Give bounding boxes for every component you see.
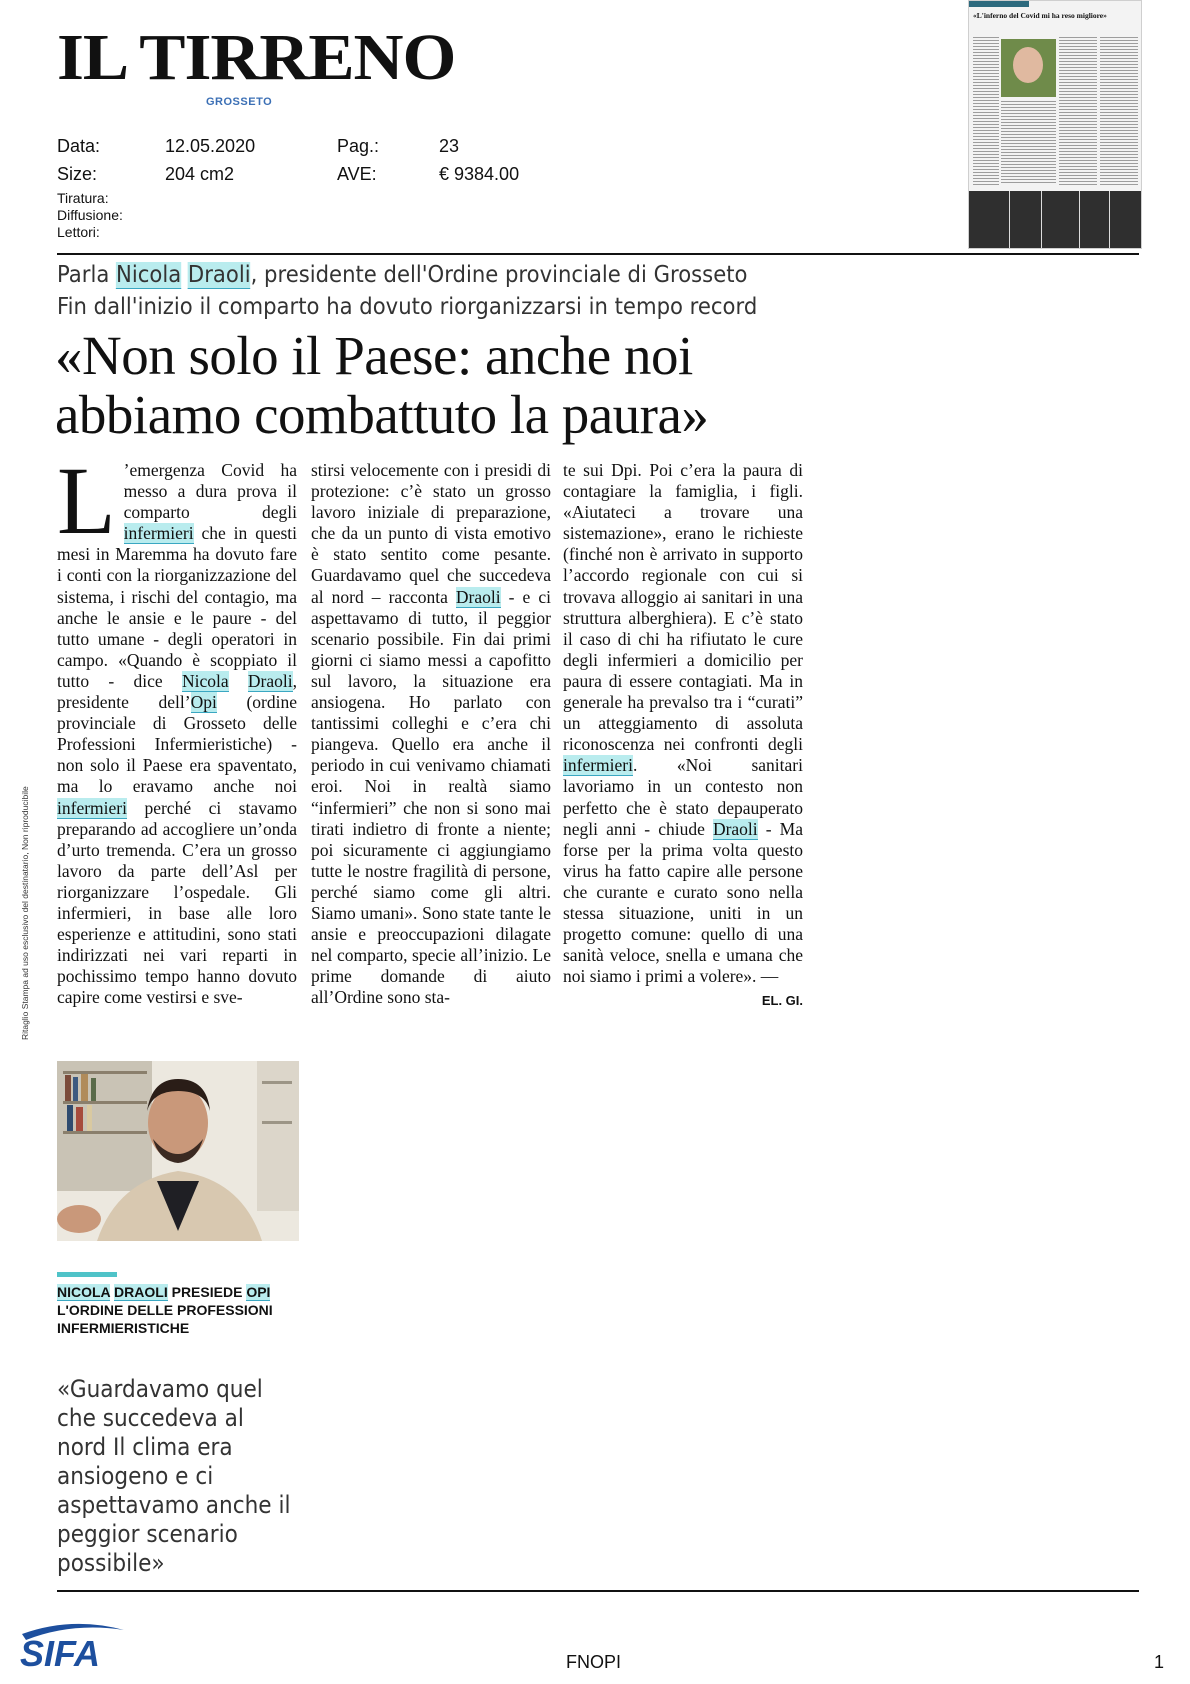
meta-data-value: 12.05.2020 (165, 136, 256, 156)
article-column-1: L ’emergenza Covid ha messo a dura prova il comparto degli infermieri che in questi mesi in Maremma ha dovuto fare i conti con la riorganizzazione del sistema, i rischi del contagio, ma anche le ansie e le paure - del tutto umane - degli operatori in campo. «Quando è scoppiato il tutto - dice Nicola Draoli, presidente dell’Opi (ordine provinciale di Grosseto delle Professioni Infermieristiche) - non solo il Paese era spaventato, ma lo eravamo anche noi infermieri perché ci stavamo preparando ad accogliere un’onda d’urto tremenda. C’era un grosso lavoro da parte dell’Asl per riorganizzare l’ospedale. Gli infermieri, in base alle loro esperienze e attitudini, sono stati indirizzati nei vari reparti in pochissimo tempo hanno dovuto capire come vestirsi e sve- (57, 447, 297, 1008)
newspaper-masthead: IL TIRRENO (57, 21, 456, 94)
article-kicker-1: Parla Nicola Draoli, presidente dell'Ordine provinciale di Grosseto (57, 262, 748, 288)
highlight-keyword: Opi (190, 692, 217, 713)
highlight-name: Nicola (116, 262, 182, 288)
meta-pag-label: Pag.: (337, 136, 380, 156)
sifa-logo (12, 1618, 132, 1676)
footer-client: FNOPI (566, 1652, 622, 1672)
page-thumbnail (968, 0, 1142, 249)
drop-cap: L (57, 447, 116, 554)
thumbnail-title: «L'inferno del Covid mi ha reso migliore» (973, 11, 1107, 20)
highlight-surname: Draoli (712, 818, 758, 839)
highlight-name: NICOLA (57, 1284, 111, 1300)
top-divider (57, 253, 1139, 255)
thumbnail-photo (1001, 39, 1056, 97)
article-kicker-2: Fin dall'inizio il comparto ha dovuto riorganizzarsi in tempo record (57, 294, 758, 320)
highlight-surname: Draoli (455, 586, 501, 607)
highlight-keyword: infermieri (57, 797, 127, 818)
pull-quote: «Guardavamo quel che succedeva al nord Il clima era ansiogeno e ci aspettavamo anche il peggior scenario possibile» (57, 1375, 291, 1577)
meta-lettori-label: Lettori: (57, 224, 100, 240)
article-headline-line-2: abbiamo combattuto la paura» (55, 384, 709, 445)
footer-page-number: 1 (1154, 1652, 1165, 1672)
article-column-2: stirsi velocemente con i presidi di protezione: c’è stato un grosso lavoro iniziale di preparazione, che da un punto di vista emotivo è stato sentito come pesante. Guardavamo quel che succedeva al nord – racconta Draoli - e ci aspettavamo di tutto, il peggior scenario possibile. Fin dai primi giorni ci siamo messi a capofitto sul lavoro, la situazione era ansiogena. Ho parlato con tantissimi colleghi e c’era chi piangeva. Quello era anche il periodo in cui venivamo chiamati eroi. Noi in realtà siamo “infermieri” che non si sono mai tirati indietro di fronte a niente; poi sicuramente ci aggiungiamo tutte le nostre fragilità di persone, perché siamo come gli altri. Siamo umani». Sono state tante le ansie e preoccupazioni dilagate nel comparto, specie all’inizio. Le prime domande di aiuto all’Ordine sono sta- (311, 460, 551, 1008)
meta-ave-label: AVE: (337, 164, 377, 184)
highlight-keyword: infermieri (123, 523, 194, 544)
portrait-photo (57, 1061, 299, 1241)
meta-ave-value: € 9384.00 (439, 164, 520, 184)
meta-diffusione-label: Diffusione: (57, 207, 123, 223)
article-column-3: te sui Dpi. Poi c’era la paura di contagiare la famiglia, i figli. «Aiutateci a trovare una sistemazione», erano le richieste (finché non è arrivato in supporto l’accordo regionale con cui si trovava alloggio ai sanitari in una struttura alberghiera). E c’è stato il caso di chi ha rifiutato le cure degli infermieri a domicilio per paura di essere contagiati. Ma in generale ha prevalso tra i “curati” un atteggiamento di assoluta riconoscenza nei confronti degli infermieri. «Noi sanitari lavoriamo in un contesto non perfetto che è stato depauperato negli anni - chiude Draoli - Ma forse per la prima volta questo virus ha fatto capire alle persone che curante e curato sono nella stessa situazione, uniti in un progetto comune: quello di una sanità veloce, snella e umana che noi siamo i primi a volere». — EL. GI. (563, 460, 803, 1011)
meta-data-label: Data: (57, 136, 101, 156)
caption-accent-bar (57, 1272, 117, 1277)
newspaper-edition: GROSSETO (206, 96, 273, 108)
highlight-name: Nicola (181, 670, 229, 691)
article-signature: EL. GI. (761, 993, 803, 1009)
meta-size-label: Size: (57, 164, 98, 184)
footer-divider (57, 1590, 1139, 1592)
article-headline-line-1: «Non solo il Paese: anche noi (55, 325, 693, 386)
highlight-surname: DRAOLI (114, 1284, 168, 1300)
highlight-surname: Draoli (187, 262, 251, 288)
meta-size-value: 204 cm2 (165, 164, 235, 184)
meta-pag-value: 23 (439, 136, 460, 156)
svg-text:SIFA: SIFA (20, 1633, 101, 1674)
copyright-note: Ritaglio Stampa ad uso esclusivo del destinatario, Non riproducibile (20, 786, 30, 1040)
highlight-surname: Draoli (247, 670, 293, 691)
highlight-keyword: infermieri (563, 755, 633, 776)
meta-tiratura-label: Tiratura: (57, 190, 109, 206)
highlight-keyword: OPI (246, 1284, 271, 1300)
photo-caption: NICOLA DRAOLI PRESIEDE OPI L'ORDINE DELLE PROFESSIONI INFERMIERISTICHE (57, 1284, 273, 1336)
